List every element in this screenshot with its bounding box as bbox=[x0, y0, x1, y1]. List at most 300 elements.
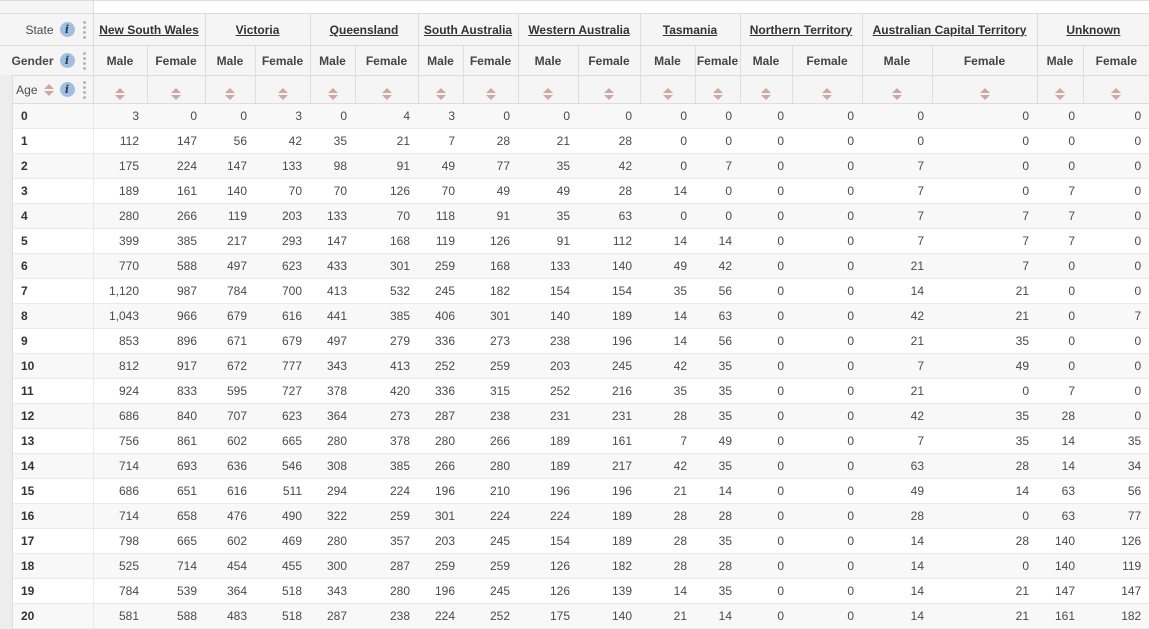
data-cell: 56 bbox=[1083, 479, 1149, 504]
sort-cell-northern-territory-male bbox=[740, 76, 792, 104]
data-cell: 0 bbox=[1037, 104, 1083, 129]
data-cell: 0 bbox=[792, 379, 862, 404]
data-cell: 616 bbox=[205, 479, 255, 504]
data-cell: 756 bbox=[93, 429, 147, 454]
data-cell: 714 bbox=[93, 504, 147, 529]
data-cell: 0 bbox=[1083, 279, 1149, 304]
data-cell: 42 bbox=[255, 129, 310, 154]
table-row bbox=[0, 129, 1149, 154]
data-cell: 196 bbox=[578, 479, 640, 504]
sort-cell-unknown-female bbox=[1083, 76, 1149, 104]
data-cell: 7 bbox=[932, 204, 1037, 229]
row-header-age: 4 bbox=[0, 204, 93, 229]
data-cell: 21 bbox=[862, 254, 932, 279]
data-cell: 0 bbox=[792, 604, 862, 629]
data-cell: 0 bbox=[640, 154, 695, 179]
data-cell: 196 bbox=[418, 479, 463, 504]
data-cell: 7 bbox=[695, 154, 740, 179]
data-cell: 63 bbox=[1037, 504, 1083, 529]
data-cell: 280 bbox=[418, 429, 463, 454]
data-cell: 0 bbox=[740, 279, 792, 304]
state-link[interactable]: Western Australia bbox=[528, 22, 630, 37]
data-cell: 91 bbox=[518, 229, 578, 254]
data-cell: 56 bbox=[205, 129, 255, 154]
gender-header-new-south-wales-female: Female bbox=[147, 46, 205, 76]
data-cell: 14 bbox=[695, 479, 740, 504]
data-cell: 140 bbox=[578, 604, 640, 629]
state-link[interactable]: New South Wales bbox=[99, 22, 199, 37]
age-sort-up-down-icon[interactable] bbox=[44, 84, 54, 96]
data-cell: 0 bbox=[205, 104, 255, 129]
data-cell: 287 bbox=[310, 604, 355, 629]
data-cell: 14 bbox=[640, 229, 695, 254]
data-cell: 196 bbox=[418, 579, 463, 604]
row-header-age: 0 bbox=[0, 104, 93, 129]
table-row bbox=[0, 179, 1149, 204]
state-header-tasmania[interactable] bbox=[640, 14, 740, 46]
data-cell: 0 bbox=[1037, 154, 1083, 179]
data-cell: 140 bbox=[518, 304, 578, 329]
data-cell: 7 bbox=[862, 429, 932, 454]
data-cell: 112 bbox=[578, 229, 640, 254]
data-cell: 0 bbox=[695, 104, 740, 129]
data-cell: 56 bbox=[695, 279, 740, 304]
data-cell: 301 bbox=[355, 254, 418, 279]
data-cell: 798 bbox=[93, 529, 147, 554]
data-cell: 413 bbox=[355, 354, 418, 379]
data-cell: 28 bbox=[463, 129, 518, 154]
data-cell: 812 bbox=[93, 354, 147, 379]
data-cell: 182 bbox=[1083, 604, 1149, 629]
state-header-victoria[interactable] bbox=[205, 14, 310, 46]
data-cell: 0 bbox=[740, 504, 792, 529]
table-row bbox=[0, 554, 1149, 579]
table-row bbox=[0, 354, 1149, 379]
data-cell: 1,043 bbox=[93, 304, 147, 329]
row-header-age: 3 bbox=[0, 179, 93, 204]
row-header-age: 20 bbox=[0, 604, 93, 629]
data-cell: 21 bbox=[640, 604, 695, 629]
data-cell: 49 bbox=[932, 354, 1037, 379]
data-cell: 0 bbox=[740, 479, 792, 504]
gender-dimension-label: Gender bbox=[11, 53, 54, 68]
data-cell: 0 bbox=[740, 204, 792, 229]
data-cell: 21 bbox=[862, 329, 932, 354]
data-cell: 651 bbox=[147, 479, 205, 504]
data-cell: 0 bbox=[932, 154, 1037, 179]
data-cell: 21 bbox=[932, 279, 1037, 304]
table-row bbox=[0, 254, 1149, 279]
state-link[interactable]: Victoria bbox=[235, 22, 280, 37]
data-cell: 280 bbox=[93, 204, 147, 229]
data-cell: 665 bbox=[255, 429, 310, 454]
kebab-menu-icon[interactable] bbox=[83, 81, 86, 99]
data-cell: 0 bbox=[640, 204, 695, 229]
row-header-age: 10 bbox=[0, 354, 93, 379]
sort-up-down-icon[interactable] bbox=[382, 88, 392, 100]
data-cell: 686 bbox=[93, 404, 147, 429]
data-cell: 56 bbox=[695, 329, 740, 354]
data-cell: 727 bbox=[255, 379, 310, 404]
data-cell: 224 bbox=[147, 154, 205, 179]
data-cell: 42 bbox=[695, 254, 740, 279]
data-cell: 280 bbox=[310, 429, 355, 454]
row-header-age: 7 bbox=[0, 279, 93, 304]
row-header-age: 6 bbox=[0, 254, 93, 279]
data-cell: 28 bbox=[1037, 404, 1083, 429]
data-cell: 21 bbox=[640, 479, 695, 504]
info-icon[interactable]: i bbox=[60, 82, 75, 97]
data-cell: 280 bbox=[355, 579, 418, 604]
data-cell: 182 bbox=[578, 554, 640, 579]
data-cell: 518 bbox=[255, 579, 310, 604]
data-cell: 385 bbox=[355, 304, 418, 329]
sort-up-down-icon[interactable] bbox=[822, 88, 832, 100]
data-cell: 0 bbox=[932, 504, 1037, 529]
data-cell: 0 bbox=[1083, 254, 1149, 279]
table-row bbox=[0, 579, 1149, 604]
data-cell: 14 bbox=[862, 529, 932, 554]
data-cell: 42 bbox=[862, 304, 932, 329]
data-cell: 217 bbox=[205, 229, 255, 254]
table-row bbox=[0, 504, 1149, 529]
sort-up-down-icon[interactable] bbox=[713, 88, 723, 100]
data-cell: 0 bbox=[792, 529, 862, 554]
data-cell: 14 bbox=[1037, 429, 1083, 454]
sort-cell-northern-territory-female bbox=[792, 76, 862, 104]
data-cell: 3 bbox=[93, 104, 147, 129]
data-cell: 0 bbox=[740, 329, 792, 354]
data-cell: 7 bbox=[1037, 379, 1083, 404]
data-cell: 35 bbox=[695, 454, 740, 479]
data-cell: 189 bbox=[578, 529, 640, 554]
row-header-gutter bbox=[0, 75, 13, 629]
data-cell: 245 bbox=[463, 529, 518, 554]
data-cell: 266 bbox=[147, 204, 205, 229]
data-cell: 238 bbox=[463, 404, 518, 429]
state-header-unknown[interactable] bbox=[1037, 14, 1149, 46]
data-cell: 161 bbox=[578, 429, 640, 454]
data-cell: 49 bbox=[463, 179, 518, 204]
gender-header-victoria-male: Male bbox=[205, 46, 255, 76]
data-cell: 70 bbox=[355, 204, 418, 229]
data-cell: 343 bbox=[310, 579, 355, 604]
row-header-age: 19 bbox=[0, 579, 93, 604]
data-cell: 385 bbox=[147, 229, 205, 254]
data-cell: 1,120 bbox=[93, 279, 147, 304]
data-cell: 0 bbox=[862, 104, 932, 129]
kebab-menu-icon[interactable] bbox=[83, 21, 86, 39]
data-cell: 623 bbox=[255, 404, 310, 429]
data-cell: 602 bbox=[205, 429, 255, 454]
sort-up-down-icon[interactable] bbox=[278, 88, 288, 100]
gender-dimension-cell bbox=[0, 46, 93, 76]
data-cell: 252 bbox=[518, 379, 578, 404]
state-header-row bbox=[0, 14, 1149, 46]
data-cell: 28 bbox=[578, 179, 640, 204]
gender-header-unknown-female: Female bbox=[1083, 46, 1149, 76]
data-cell: 14 bbox=[695, 604, 740, 629]
data-cell: 0 bbox=[1037, 354, 1083, 379]
state-link[interactable]: Unknown bbox=[1066, 22, 1121, 37]
data-cell: 707 bbox=[205, 404, 255, 429]
state-header-western-australia[interactable] bbox=[518, 14, 640, 46]
data-cell: 140 bbox=[1037, 554, 1083, 579]
data-cell: 7 bbox=[862, 229, 932, 254]
sort-up-down-icon[interactable] bbox=[115, 88, 125, 100]
sort-up-down-icon[interactable] bbox=[1111, 88, 1121, 100]
data-cell: 14 bbox=[862, 554, 932, 579]
data-cell: 0 bbox=[792, 229, 862, 254]
data-cell: 28 bbox=[640, 404, 695, 429]
sort-cell-queensland-female bbox=[355, 76, 418, 104]
data-cell: 112 bbox=[93, 129, 147, 154]
data-cell: 0 bbox=[792, 479, 862, 504]
row-header-age: 11 bbox=[0, 379, 93, 404]
data-cell: 413 bbox=[310, 279, 355, 304]
data-cell: 133 bbox=[255, 154, 310, 179]
data-cell: 147 bbox=[1037, 579, 1083, 604]
row-header-age: 8 bbox=[0, 304, 93, 329]
gender-header-south-australia-male: Male bbox=[418, 46, 463, 76]
state-link[interactable]: Northern Territory bbox=[749, 22, 853, 37]
data-cell: 511 bbox=[255, 479, 310, 504]
data-cell: 0 bbox=[740, 229, 792, 254]
sort-up-down-icon[interactable] bbox=[604, 88, 614, 100]
data-cell: 679 bbox=[255, 329, 310, 354]
data-cell: 224 bbox=[418, 604, 463, 629]
data-cell: 861 bbox=[147, 429, 205, 454]
data-cell: 378 bbox=[355, 429, 418, 454]
gender-header-western-australia-female: Female bbox=[578, 46, 640, 76]
table-row bbox=[0, 529, 1149, 554]
data-cell: 14 bbox=[640, 179, 695, 204]
data-cell: 266 bbox=[463, 429, 518, 454]
data-cell: 0 bbox=[932, 379, 1037, 404]
data-cell: 140 bbox=[205, 179, 255, 204]
data-cell: 0 bbox=[1083, 104, 1149, 129]
data-cell: 987 bbox=[147, 279, 205, 304]
data-cell: 0 bbox=[740, 304, 792, 329]
sort-up-down-icon[interactable] bbox=[663, 88, 673, 100]
data-cell: 0 bbox=[1037, 329, 1083, 354]
data-cell: 252 bbox=[418, 354, 463, 379]
data-cell: 0 bbox=[740, 179, 792, 204]
data-cell: 126 bbox=[518, 579, 578, 604]
data-cell: 7 bbox=[1083, 304, 1149, 329]
sort-cell-australian-capital-territory-female bbox=[932, 76, 1037, 104]
data-cell: 189 bbox=[578, 504, 640, 529]
data-cell: 259 bbox=[418, 554, 463, 579]
data-cell: 119 bbox=[418, 229, 463, 254]
info-icon[interactable]: i bbox=[60, 53, 75, 68]
sort-up-down-icon[interactable] bbox=[486, 88, 496, 100]
state-header-australian-capital-territory[interactable] bbox=[862, 14, 1037, 46]
data-cell: 14 bbox=[932, 479, 1037, 504]
data-cell: 259 bbox=[463, 354, 518, 379]
data-cell: 189 bbox=[578, 304, 640, 329]
data-cell: 0 bbox=[792, 104, 862, 129]
state-link[interactable]: Australian Capital Territory bbox=[872, 22, 1027, 37]
data-cell: 35 bbox=[518, 204, 578, 229]
data-cell: 770 bbox=[93, 254, 147, 279]
top-strip bbox=[93, 1, 1149, 14]
data-cell: 616 bbox=[255, 304, 310, 329]
data-cell: 0 bbox=[792, 404, 862, 429]
data-cell: 623 bbox=[255, 254, 310, 279]
data-cell: 35 bbox=[932, 429, 1037, 454]
data-cell: 35 bbox=[695, 529, 740, 554]
data-cell: 0 bbox=[740, 154, 792, 179]
data-cell: 217 bbox=[578, 454, 640, 479]
row-header-age: 15 bbox=[0, 479, 93, 504]
sort-up-down-icon[interactable] bbox=[225, 88, 235, 100]
data-cell: 196 bbox=[518, 479, 578, 504]
sort-cell-new-south-wales-male bbox=[93, 76, 147, 104]
state-header-south-australia[interactable] bbox=[418, 14, 518, 46]
data-cell: 777 bbox=[255, 354, 310, 379]
sort-cell-victoria-female bbox=[255, 76, 310, 104]
data-cell: 0 bbox=[792, 454, 862, 479]
sort-up-down-icon[interactable] bbox=[171, 88, 181, 100]
data-cell: 0 bbox=[1037, 254, 1083, 279]
sort-cell-tasmania-female bbox=[695, 76, 740, 104]
data-cell: 784 bbox=[205, 279, 255, 304]
data-cell: 0 bbox=[932, 129, 1037, 154]
data-cell: 259 bbox=[355, 504, 418, 529]
data-cell: 399 bbox=[93, 229, 147, 254]
data-cell: 784 bbox=[93, 579, 147, 604]
row-header-age: 1 bbox=[0, 129, 93, 154]
data-cell: 0 bbox=[792, 254, 862, 279]
data-cell: 49 bbox=[862, 479, 932, 504]
data-cell: 595 bbox=[205, 379, 255, 404]
data-cell: 0 bbox=[792, 279, 862, 304]
data-cell: 49 bbox=[695, 429, 740, 454]
data-cell: 35 bbox=[310, 129, 355, 154]
state-link[interactable]: Tasmania bbox=[662, 22, 718, 37]
data-cell: 406 bbox=[418, 304, 463, 329]
data-cell: 0 bbox=[695, 129, 740, 154]
table-row bbox=[0, 304, 1149, 329]
sort-up-down-icon[interactable] bbox=[892, 88, 902, 100]
table-row bbox=[0, 279, 1149, 304]
data-cell: 0 bbox=[740, 129, 792, 154]
data-cell: 0 bbox=[740, 579, 792, 604]
data-cell: 182 bbox=[463, 279, 518, 304]
sort-up-down-icon[interactable] bbox=[543, 88, 553, 100]
data-cell: 21 bbox=[932, 304, 1037, 329]
sort-up-down-icon[interactable] bbox=[436, 88, 446, 100]
data-cell: 0 bbox=[740, 379, 792, 404]
data-cell: 581 bbox=[93, 604, 147, 629]
data-cell: 34 bbox=[1083, 454, 1149, 479]
data-cell: 168 bbox=[355, 229, 418, 254]
sort-cell-south-australia-female bbox=[463, 76, 518, 104]
data-cell: 0 bbox=[740, 529, 792, 554]
data-cell: 224 bbox=[518, 504, 578, 529]
data-cell: 343 bbox=[310, 354, 355, 379]
data-cell: 357 bbox=[355, 529, 418, 554]
table-row bbox=[0, 154, 1149, 179]
gender-header-south-australia-female: Female bbox=[463, 46, 518, 76]
data-cell: 0 bbox=[640, 129, 695, 154]
data-cell: 336 bbox=[418, 329, 463, 354]
gender-header-tasmania-male: Male bbox=[640, 46, 695, 76]
data-cell: 161 bbox=[1037, 604, 1083, 629]
data-cell: 175 bbox=[93, 154, 147, 179]
data-cell: 35 bbox=[1083, 429, 1149, 454]
table-row bbox=[0, 229, 1149, 254]
sort-up-down-icon[interactable] bbox=[328, 88, 338, 100]
data-cell: 532 bbox=[355, 279, 418, 304]
data-cell: 0 bbox=[1037, 304, 1083, 329]
state-link[interactable]: Queensland bbox=[329, 22, 399, 37]
data-cell: 0 bbox=[1083, 329, 1149, 354]
row-header-age: 5 bbox=[0, 229, 93, 254]
data-cell: 139 bbox=[578, 579, 640, 604]
data-cell: 853 bbox=[93, 329, 147, 354]
kebab-menu-icon[interactable] bbox=[83, 52, 86, 70]
data-cell: 28 bbox=[862, 504, 932, 529]
table-row bbox=[0, 404, 1149, 429]
data-cell: 0 bbox=[932, 104, 1037, 129]
data-cell: 70 bbox=[418, 179, 463, 204]
state-header-new-south-wales[interactable] bbox=[93, 14, 205, 46]
data-cell: 7 bbox=[932, 229, 1037, 254]
sort-up-down-icon[interactable] bbox=[1055, 88, 1065, 100]
data-cell: 189 bbox=[518, 454, 578, 479]
data-cell: 833 bbox=[147, 379, 205, 404]
data-cell: 0 bbox=[1083, 404, 1149, 429]
data-cell: 28 bbox=[932, 454, 1037, 479]
data-cell: 35 bbox=[932, 329, 1037, 354]
sort-up-down-icon[interactable] bbox=[761, 88, 771, 100]
data-cell: 0 bbox=[518, 104, 578, 129]
data-cell: 693 bbox=[147, 454, 205, 479]
state-link[interactable]: South Australia bbox=[423, 22, 513, 37]
gender-header-tasmania-female: Female bbox=[695, 46, 740, 76]
table-row bbox=[0, 454, 1149, 479]
data-cell: 0 bbox=[792, 304, 862, 329]
sort-cell-tasmania-male bbox=[640, 76, 695, 104]
data-cell: 119 bbox=[205, 204, 255, 229]
data-cell: 210 bbox=[463, 479, 518, 504]
state-header-queensland[interactable] bbox=[310, 14, 418, 46]
data-cell: 483 bbox=[205, 604, 255, 629]
data-cell: 14 bbox=[862, 579, 932, 604]
data-cell: 0 bbox=[1083, 154, 1149, 179]
data-cell: 42 bbox=[640, 454, 695, 479]
gender-header-australian-capital-territory-male: Male bbox=[862, 46, 932, 76]
info-icon[interactable]: i bbox=[60, 22, 75, 37]
data-cell: 0 bbox=[932, 179, 1037, 204]
data-cell: 35 bbox=[640, 279, 695, 304]
sort-up-down-icon[interactable] bbox=[980, 88, 990, 100]
data-cell: 14 bbox=[862, 604, 932, 629]
data-cell: 588 bbox=[147, 604, 205, 629]
data-cell: 126 bbox=[1083, 529, 1149, 554]
data-cell: 433 bbox=[310, 254, 355, 279]
data-cell: 238 bbox=[355, 604, 418, 629]
data-cell: 77 bbox=[1083, 504, 1149, 529]
data-cell: 133 bbox=[310, 204, 355, 229]
data-cell: 259 bbox=[463, 554, 518, 579]
gender-header-northern-territory-female: Female bbox=[792, 46, 862, 76]
data-cell: 216 bbox=[578, 379, 640, 404]
state-header-northern-territory[interactable] bbox=[740, 14, 862, 46]
data-cell: 28 bbox=[640, 529, 695, 554]
